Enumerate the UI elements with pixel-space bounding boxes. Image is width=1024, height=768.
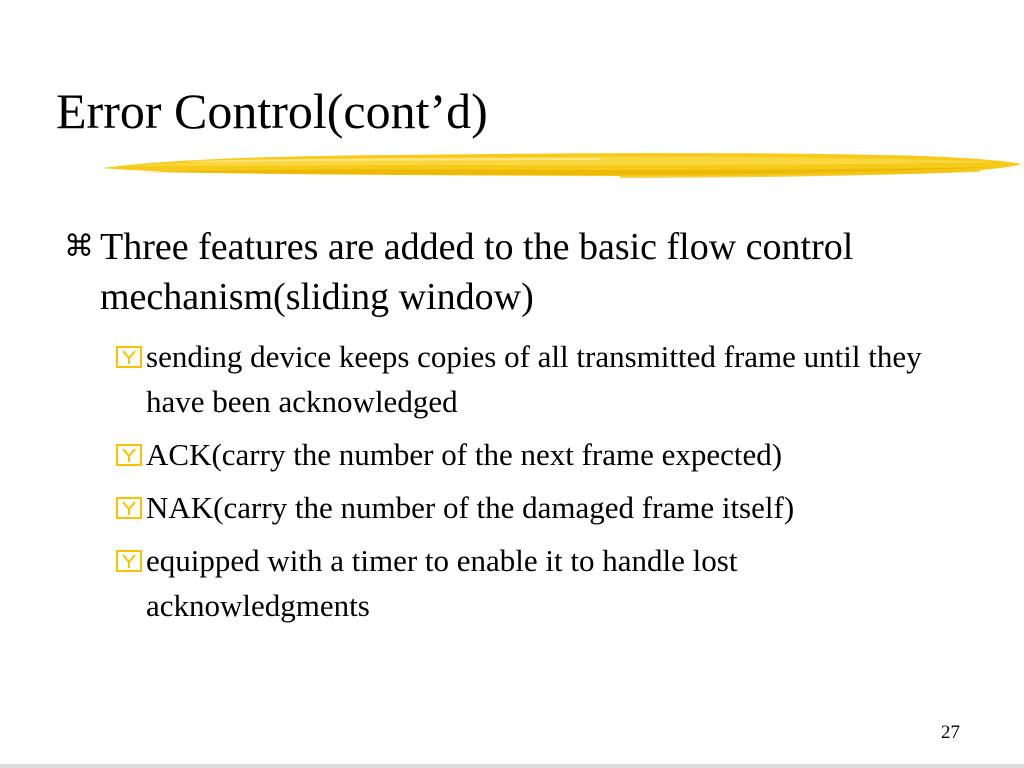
- checkbox-y-icon: [116, 550, 142, 572]
- checkbox-y-icon: [116, 497, 142, 519]
- slide-title: Error Control(cont’d): [56, 83, 488, 139]
- sub-point-text: equipped with a timer to enable it to handle lost acknowledgments: [146, 543, 738, 623]
- list-item-main: [64, 222, 920, 322]
- command-key-icon: ⌘: [64, 229, 94, 264]
- sub-point-text: sending device keeps copies of all transmitted frame until they have been acknowledged: [146, 339, 922, 419]
- bullet-list: [0, 222, 1024, 628]
- list-item: [146, 485, 936, 530]
- list-item: [146, 432, 936, 477]
- checkbox-y-icon: [116, 346, 142, 368]
- sub-point-text: ACK(carry the number of the next frame expected): [146, 437, 783, 472]
- checkbox-y-icon: [116, 444, 142, 466]
- list-item: [146, 538, 936, 628]
- sub-point-text: NAK(carry the number of the damaged frame itself): [146, 490, 795, 525]
- list-item: [146, 334, 936, 424]
- slide-number: 27: [941, 722, 960, 743]
- main-point-text: Three features are added to the basic flow control mechanism(sliding window): [100, 226, 854, 318]
- title-underline-brushstroke: [100, 146, 1024, 188]
- bottom-divider: [0, 764, 1024, 768]
